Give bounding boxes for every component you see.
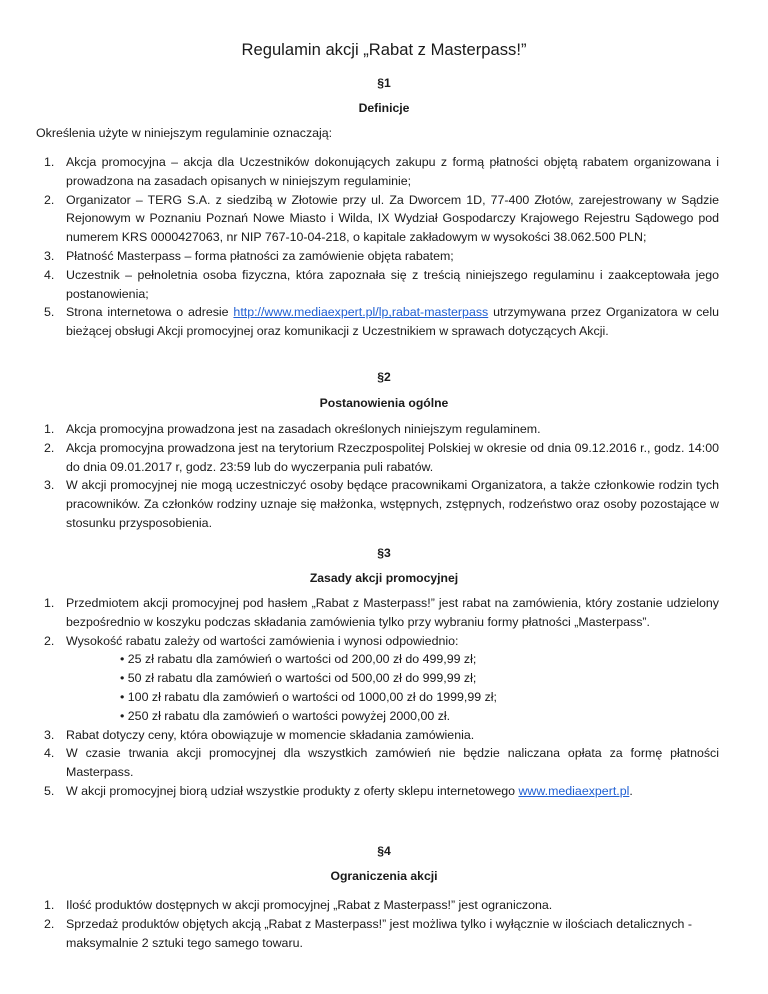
- section-1-list: [44, 153, 719, 341]
- list-item: 1. Przedmiotem akcji promocyjnej pod hasłem „Rabat z Masterpass!” jest rabat na zamówienia, który zostanie udzielony bezpośrednio w koszyku podczas składania zamówienia tylko przy wybraniu formy płatności „Masterpass”.: [44, 596, 719, 629]
- list-item: 2. Sprzedaż produktów objętych akcją „Rabat z Masterpass!” jest możliwa tylko i wyłącznie w ilościach detalicznych - maksymalnie 2 sztuki tego samego towaru.: [44, 916, 692, 950]
- discount-tier: • 250 zł rabatu dla zamówień o wartości powyżej 2000,00 zł.: [120, 708, 451, 723]
- list-item: 2. Wysokość rabatu zależy od wartości zamówienia i wynosi odpowiednio: • 25 zł rabatu dla zamówień o wartości od 200,00 zł do 499,99 zł; • 50 zł rabatu dla zamówień o wartości od 500,00 zł do 999,99 zł; • 100 zł rabatu dla zamówień o wartości od 1000,00 zł do 1999,99 zł; • 250 zł rabatu dla zamówień o wartości powyżej 2000,00 zł.: [66, 632, 719, 726]
- shop-link[interactable]: www.mediaexpert.pl: [518, 783, 630, 798]
- section-2-number: §2: [377, 370, 391, 384]
- section-4-list: [44, 896, 719, 952]
- section-2-list: [44, 420, 719, 533]
- section-1-heading: Definicje: [358, 101, 410, 115]
- list-item: 4. Uczestnik – pełnoletnia osoba fizyczna, która zapoznała się z treścią niniejszego regulaminu i zaakceptowała jego postanowienia;: [44, 267, 719, 301]
- promo-page-link[interactable]: http://www.mediaexpert.pl/lp,rabat-masterpass: [233, 305, 489, 320]
- list-item: 1. Akcja promocyjna – akcja dla Uczestników dokonujących zakupu z formą płatności objętą rabatem organizowana i prowadzona na zasadach opisanych w niniejszym regulaminie;: [44, 155, 719, 188]
- list-item: 5. Strona internetowa o adresie http://www.mediaexpert.pl/lp,rabat-masterpass utrzymywana przez Organizatora w celu bieżącej obsługi Akcji promocyjnej oraz komunikacji z Uczestnikiem w sprawach dotyczących Akcji.: [44, 305, 719, 339]
- list-item: 3. Płatność Masterpass – forma płatności za zamówienie objęta rabatem;: [44, 248, 454, 263]
- section-4-number: §4: [377, 844, 391, 858]
- list-item: 2. Akcja promocyjna prowadzona jest na terytorium Rzeczpospolitej Polskiej w okresie od dnia 09.12.2016 r., godz. 14:00 do dnia 09.01.2017 r, godz. 23:59 lub do wyczerpania puli rabatów.: [44, 440, 719, 474]
- discount-tiers: [66, 650, 719, 725]
- section-3-list: [44, 594, 719, 801]
- section-3-number: §3: [377, 546, 391, 560]
- list-item: 5. W akcji promocyjnej biorą udział wszystkie produkty z oferty sklepu internetowego www.mediaexpert.pl.: [44, 783, 633, 798]
- section-3-heading: Zasady akcji promocyjnej: [309, 571, 459, 585]
- list-item: 3. W akcji promocyjnej nie mogą uczestniczyć osoby będące pracownikami Organizatora, a także członkowie rodzin tych pracowników. Za członków rodziny uznaje się małżonka, wstępnych, zstępnych, rodzeństwo oraz osoby pozostające w stosunku przysposobienia.: [44, 478, 719, 530]
- list-item: 4. W czasie trwania akcji promocyjnej dla wszystkich zamówień nie będzie naliczana opłata za formę płatności Masterpass.: [44, 746, 719, 780]
- list-item: 1. Akcja promocyjna prowadzona jest na zasadach określonych niniejszym regulaminem.: [44, 422, 541, 436]
- section-1-number: §1: [377, 76, 391, 90]
- document-title: Regulamin akcji „Rabat z Masterpass!”: [241, 40, 527, 59]
- section-1-intro: Określenia użyte w niniejszym regulaminie oznaczają:: [36, 126, 333, 140]
- list-item: 2. Organizator – TERG S.A. z siedzibą w Złotowie przy ul. Za Dworcem 1D, 77-400 Złotów, zarejestrowany w Sądzie Rejonowym w Poznaniu Poznań Nowe Miasto i Wilda, IX Wydział Gospodarczy Krajowego Rejestru Sądowego pod numerem KRS 0000427063, nr NIP 767-10-04-218, o kapitale zakładowym w wysokości 38.062.500 PLN;: [44, 192, 719, 245]
- list-item: 1. Ilość produktów dostępnych w akcji promocyjnej „Rabat z Masterpass!” jest ograniczona.: [44, 898, 553, 912]
- section-2-heading: Postanowienia ogólne: [319, 396, 449, 410]
- section-4-heading: Ograniczenia akcji: [330, 869, 438, 883]
- discount-tier: • 100 zł rabatu dla zamówień o wartości od 1000,00 zł do 1999,99 zł;: [120, 689, 497, 704]
- list-item: 3. Rabat dotyczy ceny, która obowiązuje w momencie składania zamówienia.: [44, 727, 475, 742]
- discount-tier: • 25 zł rabatu dla zamówień o wartości od 200,00 zł do 499,99 zł;: [120, 652, 477, 667]
- discount-tier: • 50 zł rabatu dla zamówień o wartości od 500,00 zł do 999,99 zł;: [120, 671, 477, 686]
